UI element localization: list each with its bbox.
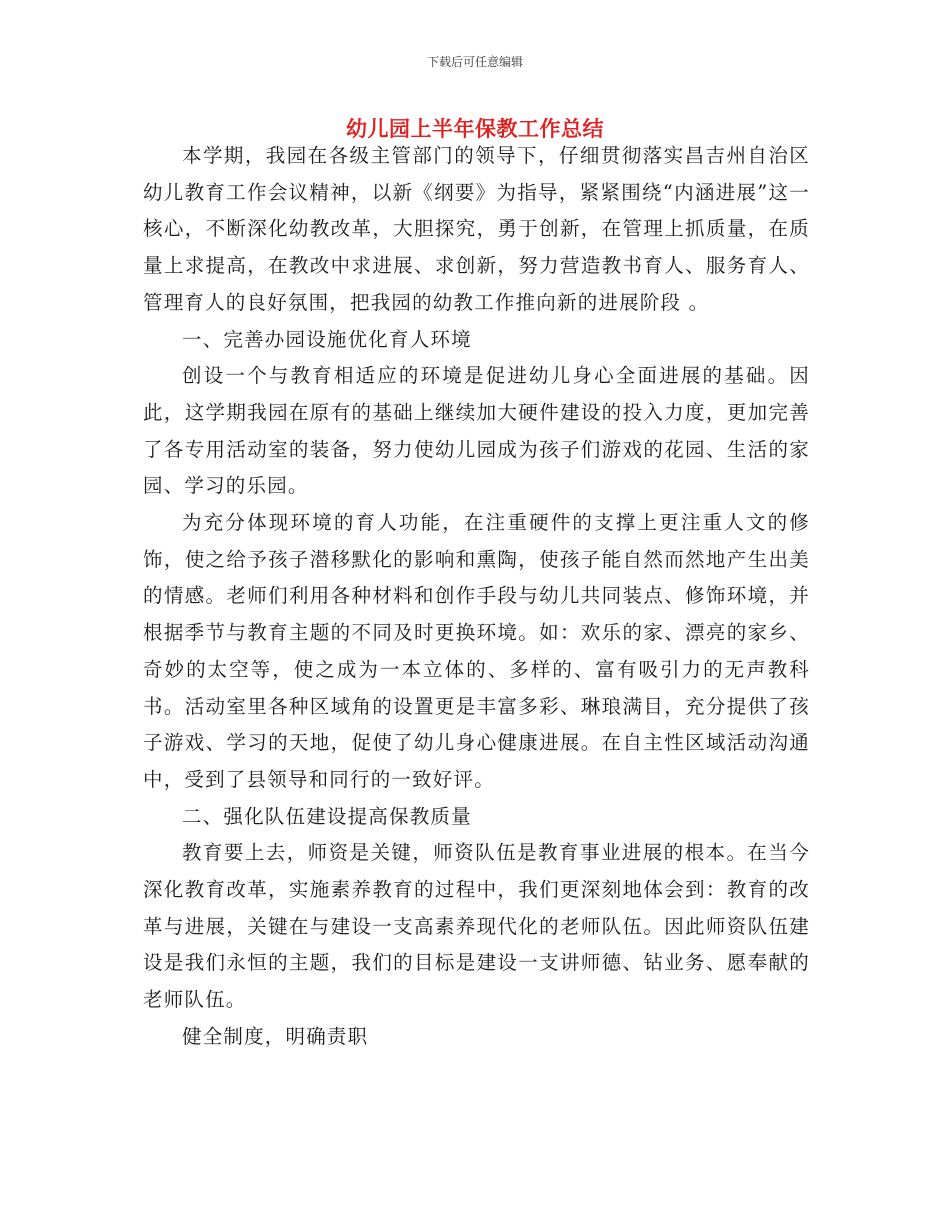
- section-heading-1: 一、完善办园设施优化育人环境: [182, 327, 472, 351]
- paragraph-intro: 本学期，我园在各级主管部门的领导下，仔细贯彻落实昌吉州自治区幼儿教育工作会议精神，以新《纲要》为指导，紧紧围绕“内涵进展”这一核心，不断深化幼教改革，大胆探究，勇于创新，在管理上抓质量，在质量上求提高，在教改中求进展、求创新，努力营造教书育人、服务育人、管理育人的良好氛围，把我园的幼教工作推向新的进展阶段 。: [143, 144, 810, 314]
- paragraph-humanistic: 为充分体现环境的育人功能，在注重硬件的支撑上更注重人文的修饰，使之给予孩子潜移默化的影响和熏陶，使孩子能自然而然地产生出美的情感。老师们利用各种材料和创作手段与幼儿共同装点、修饰环境，并根据季节与教育主题的不同及时更换环境。如：欢乐的家、漂亮的家乡、奇妙的太空等，使之成为一本立体的、多样的、富有吸引力的无声教科书。活动室里各种区域角的设置更是丰富多彩、琳琅满目，充分提供了孩子游戏、学习的天地，促使了幼儿身心健康进展。在自主性区域活动沟通中，受到了县领导和同行的一致好评。: [143, 511, 810, 791]
- paragraph-teachers: 教育要上去，师资是关键，师资队伍是教育事业进展的根本。在当今深化教育改革，实施素养教育的过程中，我们更深刻地体会到：教育的改革与进展，关键在与建设一支高素养现代化的老师队伍。因此师资队伍建设是我们永恒的主题，我们的目标是建设一支讲师德、钻业务、愿奉献的老师队伍。: [143, 841, 810, 1012]
- document-title: 幼儿园上半年保教工作总结: [346, 116, 604, 141]
- document-body: [143, 138, 810, 1056]
- paragraph-environment: 创设一个与教育相适应的环境是促进幼儿身心全面进展的基础。因此，这学期我园在原有的基础上继续加大硬件建设的投入力度，更加完善了各专用活动室的装备，努力使幼儿园成为孩子们游戏的花园、生活的家园、学习的乐园。: [143, 364, 810, 498]
- section-heading-2: 二、强化队伍建设提高保教质量: [182, 804, 472, 828]
- page-header-note: 下载后可任意编辑: [426, 55, 523, 69]
- subheading-system: 健全制度，明确责职: [182, 1024, 369, 1048]
